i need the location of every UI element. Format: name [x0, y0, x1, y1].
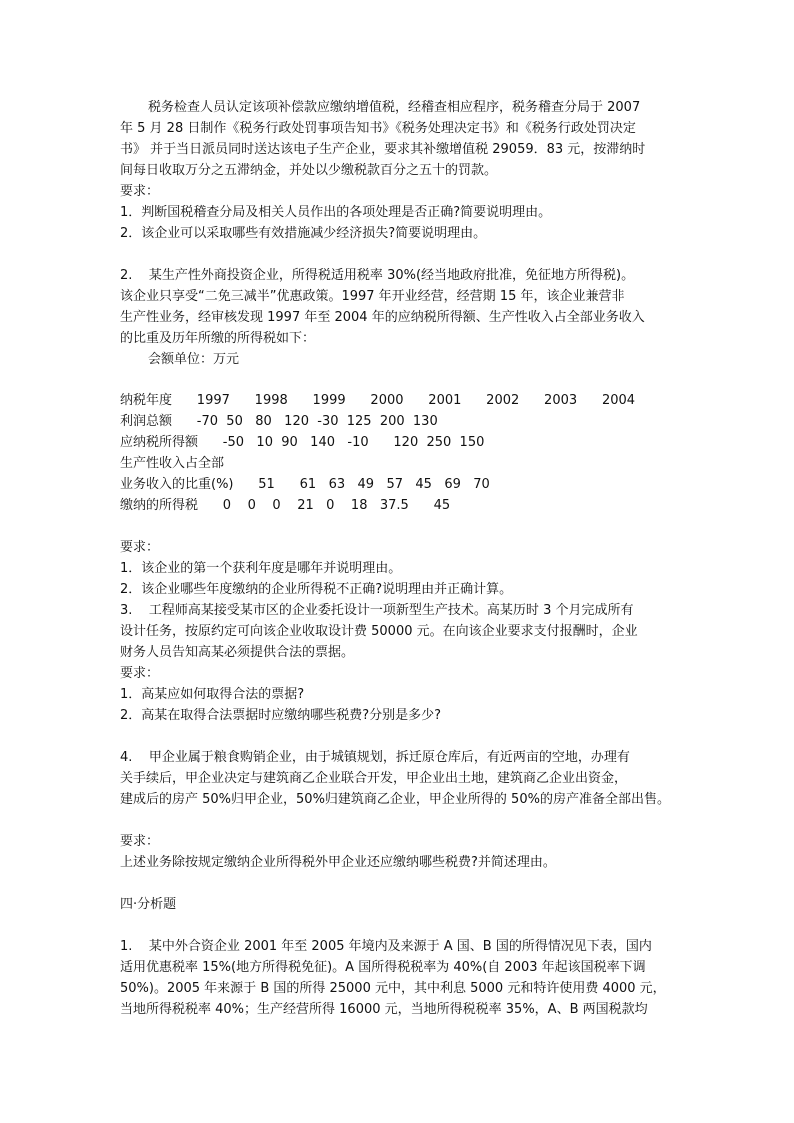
table-row: 应纳税所得额 -50 10 90 140 -10 120 250 150	[120, 435, 485, 450]
requirement-item: 1．高某应如何取得合法的票据?	[120, 687, 305, 702]
requirement-label: 要求：	[120, 666, 160, 681]
unit-note: 会额单位：万元	[148, 352, 240, 367]
question-line: 3. 工程师高某接受某市区的企业委托设计一项新型生产技术。高某历时 3 个月完成所有	[120, 603, 634, 618]
paragraph-line: 书》 并于当日派员同时送达该电子生产企业，要求其补缴增值税 29059．83 元，按滞纳时	[120, 142, 646, 157]
table-row: 缴纳的所得税 0 0 0 21 0 18 37.5 45	[120, 498, 451, 513]
requirement-item: 1．该企业的第一个获利年度是哪年并说明理由。	[120, 561, 402, 576]
requirement-label: 要求：	[120, 834, 160, 849]
requirement-item: 上述业务除按规定缴纳企业所得税外甲企业还应缴纳哪些税费?并简述理由。	[120, 855, 556, 870]
question-line: 关手续后，甲企业决定与建筑商乙企业联合开发，甲企业出土地，建筑商乙企业出资金，	[120, 771, 628, 786]
paragraph-line: 年 5 月 28 日制作《税务行政处罚事项告知书》《税务处理决定书》和《税务行政处罚决定	[120, 121, 636, 136]
question-line: 当地所得税税率 40%；生产经营所得 16000 元，当地所得税税率 35%，A、B 两国税款均	[120, 1002, 648, 1017]
question-line: 建成后的房产 50%归甲企业，50%归建筑商乙企业，甲企业所得的 50%的房产准备全部出售。	[120, 792, 670, 807]
question-line: 50%)。2005 年来源于 B 国的所得 25000 元中，其中利息 5000 元和特许使用费 4000 元，	[120, 981, 666, 996]
table-row: 业务收入的比重(%) 51 61 63 49 57 45 69 70	[120, 477, 490, 492]
question-line: 该企业只享受“二免三减半”优惠政策。1997 年开业经营，经营期 15 年，该企业兼营非	[120, 289, 625, 304]
question-line: 1. 某中外合资企业 2001 年至 2005 年境内及来源于 A 国、B 国的所得情况见下表，国内	[120, 939, 652, 954]
question-line: 设计任务，按原约定可向该企业收取设计费 50000 元。在向该企业要求支付报酬时，企业	[120, 624, 638, 639]
table-row: 利润总额 -70 50 80 120 -30 125 200 130	[120, 414, 438, 429]
table-row: 生产性收入占全部	[120, 456, 225, 471]
section-heading: 四·分析题	[120, 897, 177, 912]
requirement-item: 2．高某在取得合法票据时应缴纳哪些税费?分别是多少?	[120, 708, 442, 723]
question-line: 4. 甲企业属于粮食购销企业，由于城镇规划，拆迁原仓库后，有近两亩的空地，办理有	[120, 750, 630, 765]
table-row: 纳税年度 1997 1998 1999 2000 2001 2002 2003 2004	[120, 393, 636, 408]
question-line: 的比重及历年所缴的所得税如下：	[120, 331, 316, 346]
requirement-label: 要求：	[120, 540, 160, 555]
paragraph-line: 间每日收取万分之五滞纳金，并处以少缴税款百分之五十的罚款。	[120, 163, 498, 178]
requirement-label: 要求：	[120, 184, 160, 199]
requirement-item: 2．该企业哪些年度缴纳的企业所得税不正确?说明理由并正确计算。	[120, 582, 513, 597]
question-line: 2. 某生产性外商投资企业，所得税适用税率 30%(经当地政府批准，免征地方所得税)。	[120, 268, 635, 283]
requirement-item: 2．该企业可以采取哪些有效措施减少经济损失?简要说明理由。	[120, 226, 487, 241]
question-line: 生产性业务，经审核发现 1997 年至 2004 年的应纳税所得额、生产性收入占全部业务收入	[120, 310, 645, 325]
question-line: 财务人员告知高某必须提供合法的票据。	[120, 645, 355, 660]
paragraph-line: 税务检查人员认定该项补偿款应缴纳增值税，经稽查相应程序，税务稽查分局于 2007	[148, 100, 641, 115]
requirement-item: 1．判断国税稽查分局及相关人员作出的各项处理是否正确?简要说明理由。	[120, 205, 552, 220]
question-line: 适用优惠税率 15%(地方所得税免征)。A 国所得税税率为 40%(自 2003 年起该国税率下调	[120, 960, 646, 975]
